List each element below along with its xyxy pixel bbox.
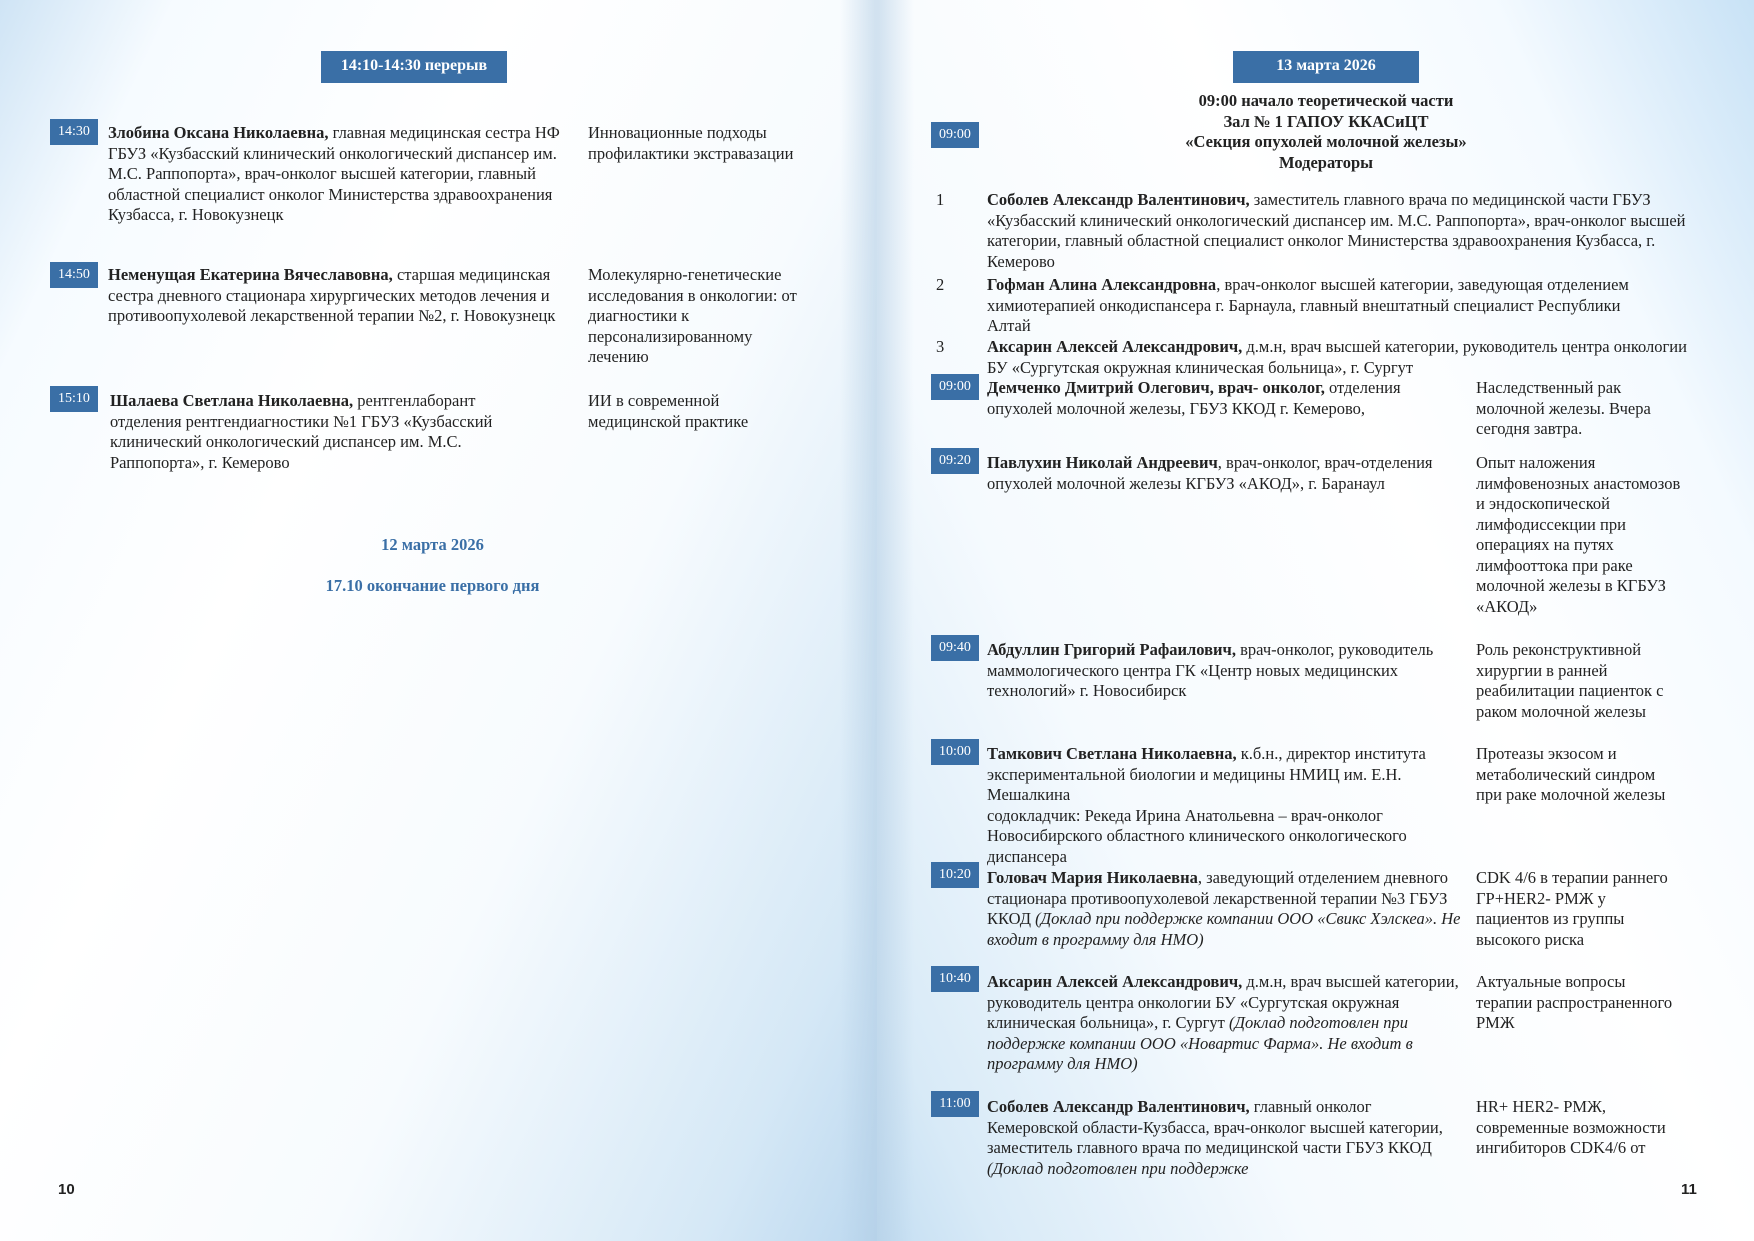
right-page bbox=[877, 0, 1754, 1241]
talk-topic: Роль реконструктивной хирургии в ранней реабилитации пациенток с раком молочной железы bbox=[1476, 640, 1664, 721]
day-date: 12 марта 2026 bbox=[381, 535, 484, 554]
speaker-name: Павлухин Николай Андреевич bbox=[987, 453, 1218, 472]
speaker-info: отделения опухолей молочной железы, ГБУЗ ККОД г. Кемерово, bbox=[987, 378, 1401, 418]
day-end: 17.10 окончание первого дня bbox=[325, 576, 540, 595]
book-gutter bbox=[840, 0, 914, 1241]
speaker-name: Тамкович Светлана Николаевна, bbox=[987, 744, 1237, 763]
speaker-entry bbox=[108, 123, 578, 226]
moderator-name: Гофман Алина Александровна bbox=[987, 275, 1217, 294]
speaker-entry bbox=[987, 453, 1457, 494]
moderator-name: Соболев Александр Валентинович, bbox=[987, 190, 1250, 209]
page-number: 10 bbox=[58, 1181, 75, 1198]
time-badge: 14:50 bbox=[50, 262, 98, 288]
speaker-info: главная медицинская сестра НФ ГБУЗ «Кузбасский клинический онкологический диспансер им. М.С. Раппопорта», врач-онколог высшей категории, главный областной специалист онколог Министерства здравоохранения Кузбасса, г. Новокузнецк bbox=[108, 123, 560, 224]
moderator-entry bbox=[987, 275, 1647, 337]
moderator-entry bbox=[987, 337, 1687, 378]
speaker-info: , заведующий отделением дневного стационара противоопухолевой лекарственной терапии №3 ГБУЗ ККОД bbox=[987, 868, 1449, 928]
break-header: 14:10-14:30 перерыв bbox=[321, 51, 507, 83]
talk-topic: Наследственный рак молочной железы. Вчера сегодня завтра. bbox=[1476, 378, 1651, 438]
talk-topic: Протеазы экзосом и метаболический синдром при раке молочной железы bbox=[1476, 744, 1666, 804]
time-badge: 09:40 bbox=[931, 635, 979, 661]
talk-topic: Молекулярно-генетические исследования в онкологии: от диагностики к персонализированному лечению bbox=[588, 265, 797, 366]
speaker-info: рентгенлаборант отделения рентгендиагностики №1 ГБУЗ «Кузбасский клинический онкологический диспансер им. М.С. Раппопорта», г. Кемерово bbox=[110, 391, 493, 472]
section-line: 09:00 начало теоретической части bbox=[1198, 91, 1454, 110]
moderator-info: заместитель главного врача по медицинской части ГБУЗ «Кузбасский клинический онкологический диспансер им. М.С. Раппопорта», врач-онколог высшей категории, главный областной специалист онколог Министерства здравоохранения Кузбасса, г. Кемерово bbox=[987, 190, 1686, 271]
speaker-entry bbox=[987, 378, 1422, 419]
speaker-info: к.б.н., директор института экспериментальной биологии и медицины НМИЦ им. Е.Н. Мешалкина bbox=[987, 744, 1426, 804]
speaker-name: Шалаева Светлана Николаевна, bbox=[110, 391, 354, 410]
support-note: (Доклад подготовлен при поддержке компании ООО «Новартис Фарма». Не входит в программу для НМО) bbox=[987, 1013, 1413, 1073]
support-note: (Доклад подготовлен при поддержке bbox=[987, 1158, 1249, 1178]
time-badge: 09:00 bbox=[931, 122, 979, 148]
speaker-name: Злобина Оксана Николаевна, bbox=[108, 123, 329, 142]
time-badge: 11:00 bbox=[931, 1091, 979, 1117]
section-header bbox=[1097, 91, 1555, 173]
speaker-entry bbox=[987, 868, 1472, 950]
moderator-number: 3 bbox=[936, 337, 945, 356]
date-header: 13 марта 2026 bbox=[1233, 51, 1419, 83]
page-number: 11 bbox=[1681, 1181, 1697, 1198]
moderator-entry bbox=[987, 190, 1687, 272]
talk-topic: Актуальные вопросы терапии распространенного РМЖ bbox=[1476, 972, 1673, 1032]
time-badge: 09:20 bbox=[931, 448, 979, 474]
section-line: Модераторы bbox=[1279, 152, 1373, 172]
speaker-entry bbox=[987, 744, 1467, 867]
moderator-info: д.м.н, врач высшей категории, руководитель центра онкологии БУ «Сургутская окружная клиническая больница», г. Сургут bbox=[987, 337, 1687, 377]
section-line: Зал № 1 ГАПОУ ККАСиЦТ bbox=[1223, 111, 1429, 131]
speaker-name: Демченко Дмитрий Олегович, врач- онколог, bbox=[987, 378, 1325, 397]
speaker-info: д.м.н, врач высшей категории, руководитель центра онкологии БУ «Сургутская окружная клиническая больница», г. Сургут bbox=[987, 972, 1459, 1032]
co-speaker: содокладчик: Рекеда Ирина Анатольевна – врач-онколог Новосибирского областного клинического онкологического диспансера bbox=[987, 805, 1407, 866]
talk-topic: ИИ в современной медицинской практике bbox=[588, 391, 749, 431]
moderator-number: 1 bbox=[936, 190, 945, 209]
speaker-info: , врач-онколог, врач-отделения опухолей молочной железы КГБУЗ «АКОД», г. Баранаул bbox=[987, 453, 1433, 493]
talk-topic: Опыт наложения лимфовенозных анастомозов и эндоскопической лимфодиссекции при операциях на путях лимфооттока при раке молочной железы в КГБУЗ «АКОД» bbox=[1476, 453, 1681, 616]
support-note: (Доклад при поддержке компании ООО «Свикс Хэлскеа». Не входит в программу для НМО) bbox=[987, 909, 1461, 949]
talk-topic: Инновационные подходы профилактики экстравазации bbox=[588, 123, 794, 163]
time-badge: 09:00 bbox=[931, 374, 979, 400]
section-line: «Секция опухолей молочной железы» bbox=[1185, 132, 1467, 151]
speaker-entry bbox=[108, 265, 578, 327]
speaker-name: Головач Мария Николаевна bbox=[987, 868, 1198, 887]
speaker-name: Абдуллин Григорий Рафаилович, bbox=[987, 640, 1236, 659]
talk-topic: HR+ HER2- РМЖ, современные возможности ингибиторов CDK4/6 от bbox=[1476, 1097, 1666, 1157]
talk-topic: CDK 4/6 в терапии раннего ГР+HER2- РМЖ у пациентов из группы высокого риска bbox=[1476, 868, 1668, 949]
time-badge: 10:00 bbox=[931, 739, 979, 765]
time-badge: 10:20 bbox=[931, 862, 979, 888]
speaker-name: Аксарин Алексей Александрович, bbox=[987, 972, 1243, 991]
time-badge: 10:40 bbox=[931, 966, 979, 992]
speaker-info: главный онколог Кемеровской области-Кузбасса, врач-онколог высшей категории, заместитель главного врача по медицинской части ГБУЗ ККОД bbox=[987, 1097, 1443, 1157]
speaker-entry bbox=[110, 391, 550, 473]
speaker-name: Неменущая Екатерина Вячеславовна, bbox=[108, 265, 393, 284]
speaker-info: врач-онколог, руководитель маммологического центра ГК «Центр новых медицинских технологий» г. Новосибирск bbox=[987, 640, 1434, 700]
moderator-number: 2 bbox=[936, 275, 945, 294]
speaker-entry bbox=[987, 972, 1467, 1075]
time-badge: 15:10 bbox=[50, 386, 98, 412]
time-badge: 14:30 bbox=[50, 119, 98, 145]
moderator-info: , врач-онколог высшей категории, заведующая отделением химиотерапией онкодиспансера г. Барнаула, главный внештатный специалист Республики Алтай bbox=[987, 275, 1629, 335]
speaker-entry bbox=[987, 640, 1457, 702]
speaker-name: Соболев Александр Валентинович, bbox=[987, 1097, 1250, 1116]
moderator-name: Аксарин Алексей Александрович, bbox=[987, 337, 1243, 356]
speaker-entry bbox=[987, 1097, 1452, 1179]
speaker-info: старшая медицинская сестра дневного стационара хирургических методов лечения и противоопухолевой лекарственной терапии №2, г. Новокузнецк bbox=[108, 265, 556, 325]
